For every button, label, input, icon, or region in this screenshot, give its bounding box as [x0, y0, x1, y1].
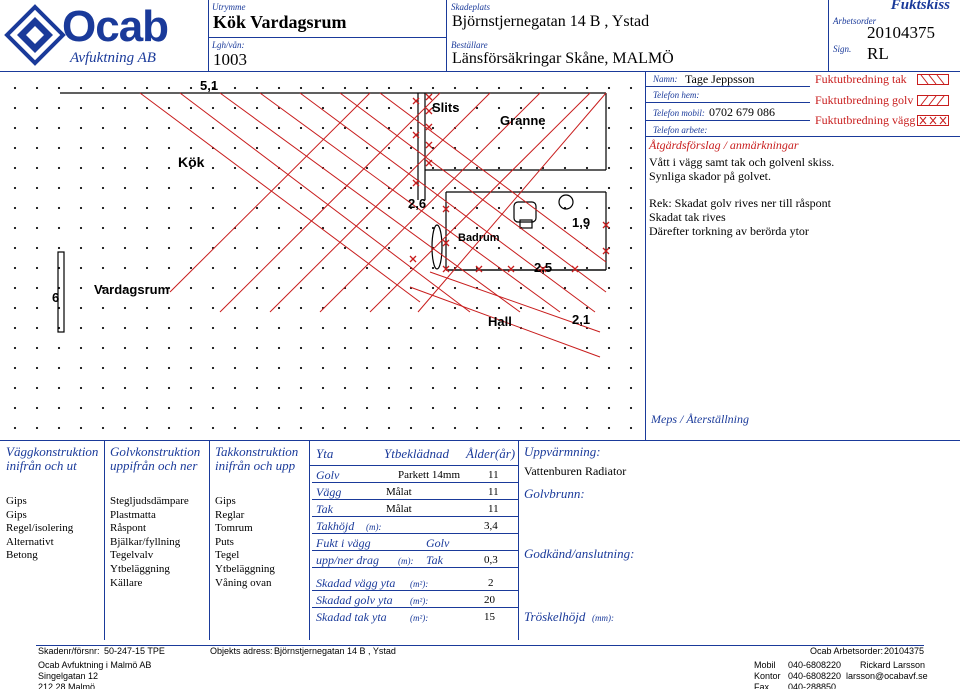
- fukt-label: Fukt i vägg: [316, 536, 371, 550]
- logo: [4, 4, 204, 68]
- lgh-value: 1003: [213, 50, 247, 69]
- vagg-item: Regel/isolering: [6, 522, 74, 535]
- row-vagg: [312, 483, 518, 500]
- room-granne: Granne: [500, 113, 546, 128]
- skadad-tak-unit: (m²):: [410, 613, 429, 623]
- company-city: 212 28 Malmö: [38, 682, 96, 689]
- golv-label: Golv: [316, 468, 340, 482]
- golv-material: Parkett 14mm: [398, 469, 461, 481]
- fax-label: Fax: [754, 682, 770, 689]
- utrymme-box: [208, 0, 446, 72]
- company-street: Singelgatan 12: [38, 671, 99, 681]
- vagg-heading: Väggkonstruktion: [6, 444, 99, 459]
- takhojd-unit: (m):: [366, 522, 382, 532]
- notes-line-5: Därefter torkning av berörda ytor: [649, 224, 809, 238]
- objekt-value: Björnstjernegatan 14 B , Ystad: [274, 646, 396, 656]
- row-takhojd: [312, 517, 518, 534]
- vagg-column: [6, 445, 98, 563]
- telefon-hem-label: Telefon hem:: [653, 90, 700, 100]
- telefon-arbete-label: Telefon arbete:: [653, 125, 708, 135]
- fax-value: 040-288850: [788, 682, 837, 689]
- golv-item: Ytbeläggning: [110, 562, 170, 575]
- tak-age: 11: [488, 503, 499, 515]
- mobil-value: 040-6808220: [788, 660, 842, 670]
- ocab-logo-icon: [4, 4, 66, 66]
- takhojd-value: 3,4: [484, 520, 498, 532]
- room-slits: Slits: [432, 100, 460, 115]
- tak-item: Våning ovan: [215, 576, 272, 589]
- logo-word: Ocab: [62, 2, 169, 51]
- skadeplats-box: [446, 0, 828, 72]
- measure-2-5: 2,5: [534, 260, 553, 275]
- floor-plan-sketch: [0, 72, 645, 440]
- tak-label: Tak: [316, 502, 333, 516]
- lgh-label: Lgh/vån:: [212, 40, 245, 50]
- troskelhojd-label: Tröskelhöjd: [524, 609, 586, 624]
- skadenr-value: 50-247-15 TPE: [104, 646, 165, 656]
- measure-2-6: 2,6: [408, 196, 427, 211]
- sketch-drawing: [0, 72, 645, 440]
- skadad-golv-label: Skadad golv yta: [316, 593, 393, 607]
- telefon-mobil-value: 0702 679 086: [709, 105, 775, 119]
- legend-vagg-pattern-icon: [917, 115, 949, 126]
- mobil-label: Mobil: [754, 660, 776, 670]
- measure-1-9: 1,9: [572, 215, 591, 230]
- upp-ner-label: upp/ner drag: [316, 553, 379, 567]
- utrymme-label: Utrymme: [212, 2, 246, 12]
- vagg-item: Betong: [6, 549, 38, 562]
- tak-item: Tegel: [215, 549, 240, 562]
- row-skadad-tak: [312, 608, 518, 625]
- namn-label: Namn:: [653, 74, 678, 84]
- row-skadad-vagg: [312, 574, 518, 591]
- golv-item: Stegljudsdämpare: [110, 495, 189, 507]
- notes-line-3: Rek: Skadat golv rives ner till råspont: [649, 196, 831, 210]
- vagg-item: Alternativt: [6, 535, 54, 548]
- godkand-label: Godkänd/anslutning:: [524, 546, 635, 561]
- row-golv: [312, 466, 518, 483]
- measure-6: 6: [52, 290, 60, 305]
- legend-vagg-label: Fuktutbredning vägg: [815, 113, 916, 127]
- tak-item: Gips: [215, 495, 236, 507]
- row-upp-ner: [312, 551, 518, 568]
- legend-golv-label: Fuktutbredning golv: [815, 93, 914, 107]
- tak-item: Tomrum: [215, 522, 253, 535]
- golv-item: Råspont: [110, 522, 147, 535]
- skadad-golv-unit: (m²):: [410, 596, 429, 606]
- skadad-tak-label: Skadad tak yta: [316, 610, 387, 624]
- golv-item: Plastmatta: [110, 508, 156, 521]
- bestallare-value: Länsförsäkringar Skåne, MALMÖ: [452, 50, 674, 67]
- kontor-value: 040-6808220: [788, 671, 842, 681]
- tak-item: Ytbeläggning: [215, 562, 275, 575]
- header-alder: Ålder(år): [466, 446, 516, 461]
- fuktskiss-title: Fuktskiss: [890, 0, 950, 13]
- golv-item: Tegelvalv: [110, 549, 154, 562]
- header-ytbekladnad: Ytbeklädnad: [384, 446, 449, 461]
- skadad-tak-value: 15: [484, 611, 495, 623]
- skadad-vagg-value: 2: [488, 577, 494, 589]
- row-tak: [312, 500, 518, 517]
- sign-value: RL: [867, 44, 889, 63]
- legend-tak-pattern-icon: [917, 74, 949, 85]
- skadad-golv-value: 20: [484, 594, 495, 606]
- logo-sub: Avfuktning AB: [70, 50, 156, 66]
- golv-column: [110, 445, 200, 590]
- company-name: Ocab Avfuktning i Malmö AB: [38, 660, 152, 670]
- room-hall: Hall: [488, 314, 512, 329]
- uppvarmning-label: Uppvärmning:: [524, 444, 601, 459]
- takhojd-label: Takhöjd: [316, 519, 355, 533]
- arbetsorder-label: Arbetsorder: [833, 16, 877, 26]
- vagg-subheading: inifrån och ut: [6, 458, 77, 473]
- skadad-vagg-unit: (m²):: [410, 579, 429, 589]
- footer: [0, 640, 960, 689]
- vagg-age: 11: [488, 486, 499, 498]
- info-panel: [645, 72, 960, 440]
- namn-value: Tage Jeppsson: [685, 72, 755, 86]
- skadeplats-label: Skadeplats: [451, 2, 490, 12]
- tak-heading: Takkonstruktion: [215, 444, 299, 459]
- troskelhojd-unit: (mm):: [592, 613, 614, 623]
- notes-heading: Åtgärdsförslag / anmärkningar: [649, 138, 799, 152]
- golv-age: 11: [488, 469, 499, 481]
- skadeplats-value: Björnstjernegatan 14 B , Ystad: [452, 13, 650, 30]
- fukt-golv-label: Golv: [426, 536, 450, 550]
- arbetsorder-value: 20104375: [867, 23, 935, 42]
- notes-line-4: Skadat tak rives: [649, 210, 726, 224]
- notes-line-1: Vått i vägg samt tak och golvenl skiss.: [649, 155, 835, 169]
- room-kok: Kök: [178, 154, 205, 170]
- skadenr-label: Skadenr/försnr:: [38, 646, 100, 656]
- legend-golv-pattern-icon: [917, 95, 949, 106]
- kontor-email[interactable]: larsson@ocabavf.se: [846, 671, 928, 681]
- upp-ner-value: 0,3: [484, 554, 498, 566]
- tak-item: Reglar: [215, 508, 245, 521]
- mobil-name: Rickard Larsson: [860, 660, 926, 670]
- telefon-mobil-label: Telefon mobil:: [653, 108, 705, 118]
- measure-2-1: 2,1: [572, 312, 591, 327]
- uppvarmning-value: Vattenburen Radiator: [524, 464, 627, 478]
- row-skadad-golv: [312, 591, 518, 608]
- tak-material: Målat: [386, 503, 412, 515]
- objekt-label: Objekts adress:: [210, 646, 273, 656]
- ocab-ao-value: 20104375: [884, 646, 925, 656]
- golvbrunn-label: Golvbrunn:: [524, 486, 585, 501]
- bestallare-label: Beställare: [451, 40, 488, 50]
- measure-5-1: 5,1: [200, 78, 219, 93]
- golv-heading: Golvkonstruktion: [110, 444, 201, 459]
- sign-label: Sign.: [833, 44, 852, 54]
- legend-tak-label: Fuktutbredning tak: [815, 72, 907, 86]
- golv-item: Bjälkar/fyllning: [110, 535, 181, 548]
- construction-section: [0, 440, 960, 640]
- skadad-vagg-label: Skadad vägg yta: [316, 576, 396, 590]
- notes-line-2: Synliga skador på golvet.: [649, 169, 771, 183]
- room-badrum: Badrum: [458, 232, 500, 244]
- tak-item: Puts: [215, 535, 234, 548]
- header: [0, 0, 960, 72]
- ocab-ao-label: Ocab Arbetsorder:: [810, 646, 884, 656]
- upp-tak-label: Tak: [426, 553, 443, 567]
- upp-ner-unit: (m):: [398, 556, 414, 566]
- vagg-item: Gips: [6, 508, 27, 521]
- header-yta: Yta: [316, 446, 334, 461]
- tak-column: [215, 445, 298, 590]
- vagg-material: Målat: [386, 486, 412, 498]
- room-vardagsrum: Vardagsrum: [94, 282, 170, 297]
- utrymme-value: Kök Vardagsrum: [213, 12, 347, 32]
- tak-subheading: inifrån och upp: [215, 458, 296, 473]
- vagg-item: Gips: [6, 495, 27, 507]
- golv-subheading: uppifrån och ner: [110, 458, 198, 473]
- arbetsorder-box: [828, 0, 960, 72]
- golv-item: Källare: [110, 576, 143, 589]
- meps-heading: Meps / Återställning: [651, 412, 749, 426]
- row-fukt-vagg: [312, 534, 518, 551]
- kontor-label: Kontor: [754, 671, 781, 681]
- vagg-label: Vägg: [316, 485, 342, 499]
